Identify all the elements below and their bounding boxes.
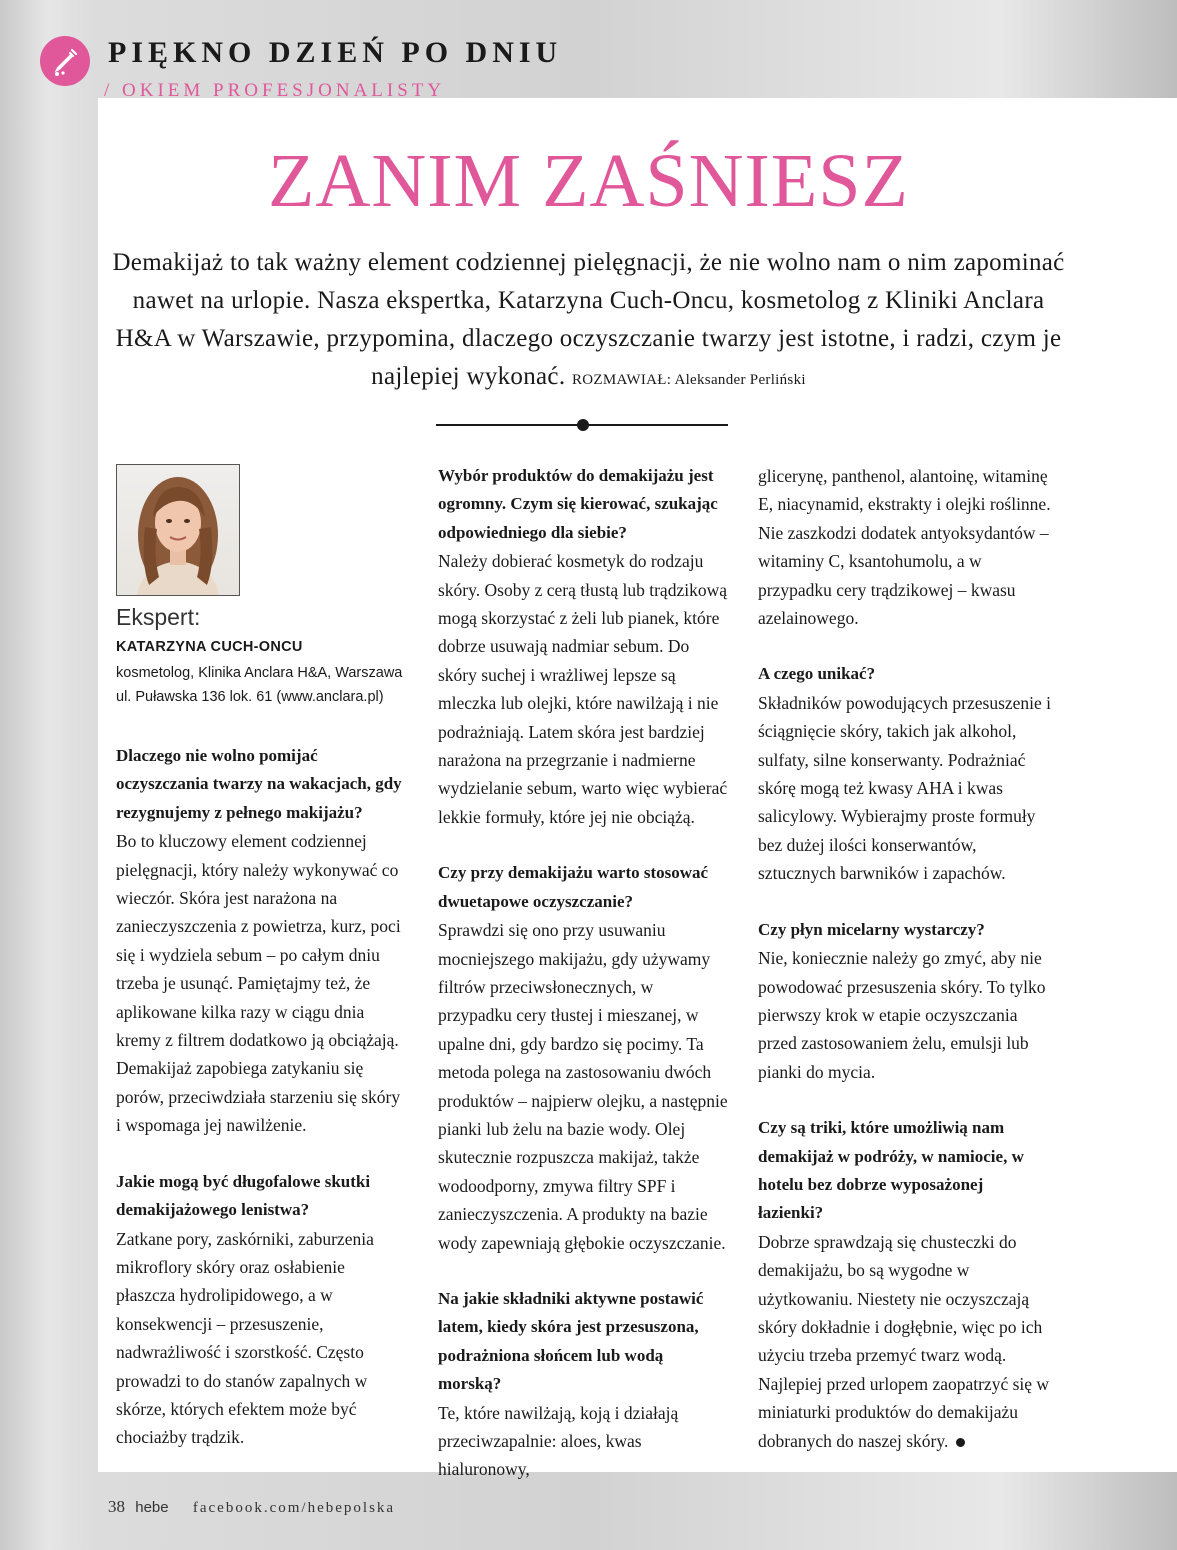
dropper-icon	[40, 36, 90, 86]
answer: glicerynę, panthenol, alantoinę, witaminę E, niacynamid, ekstrakty i olejki roślinne. Nie zaszkodzi dodatek antyoksydantów – witaminy C, ksantohumolu, a w przypadku cery trądzikowej – kwasu azelainowego.	[758, 466, 1051, 629]
answer: Składników powodujących przesuszenie i ściągnięcie skóry, takich jak alkohol, sulfaty, silne konserwanty. Podrażniać skórę mogą też kwasy AHA i kwas salicylowy. Wybierajmy proste formuły bez dużej ilości konserwantów, sztucznych barwników i zapachów.	[758, 692, 1052, 884]
answer: Te, które nawilżają, koją i działają przeciwzapalnie: aloes, kwas hialuronowy,	[438, 1402, 679, 1480]
expert-name: KATARZYNA CUCH-ONCU	[116, 639, 303, 655]
expert-photo	[116, 464, 240, 596]
question: A czego unikać?	[758, 664, 876, 684]
divider-dot	[577, 419, 589, 431]
answer: Sprawdzi się ono przy usuwaniu mocniejszego makijażu, gdy używamy filtrów przeciwsłonecznych, w przypadku cery tłustej i mieszanej, w upalne dni, gdy bardzo się pocimy. Ta metoda polega na zastosowaniu dwóch produktów – najpierw olejku, a następnie pianki lub żelu na bazie wody. Olej skutecznie rozpuszcza makijaż, także wodoodporny, zmywa filtry SPF i zanieczyszczenia. A produkty na bazie wody zapewniają głębokie oczyszczanie.	[438, 920, 728, 1253]
byline: ROZMAWIAŁ: Aleksander Perliński	[571, 372, 806, 388]
expert-description	[116, 661, 416, 709]
social-link[interactable]: facebook.com/hebepolska	[192, 1500, 396, 1516]
column-2	[438, 462, 730, 1484]
section-title: PIĘKNO DZIEŃ PO DNIU	[108, 36, 563, 69]
question: Czy płyn micelarny wystarczy?	[758, 919, 985, 939]
article-lead	[110, 244, 1067, 399]
expert-address: ul. Puławska 136 lok. 61 (www.anclara.pl)	[116, 689, 384, 705]
question: Czy przy demakijażu warto stosować dwuetapowe oczyszczanie?	[438, 863, 709, 911]
page-number: 38	[108, 1497, 125, 1516]
section-subtitle: / OKIEM PROFESJONALISTY	[104, 80, 446, 101]
expert-label: Ekspert:	[116, 604, 201, 630]
answer	[758, 1228, 1052, 1455]
question: Czy są triki, które umożliwią nam demakijaż w podróży, w namiocie, w hotelu bez dobrze wyposażonej łazienki?	[758, 1118, 1024, 1223]
lead-text: Demakijaż to tak ważny element codziennej pielęgnacji, że nie wolno nam o nim zapominać nawet na urlopie. Nasza ekspertka, Katarzyna Cuch-Oncu, kosmetolog z Kliniki Anclara H&A w Warszawie, przypomina, dlaczego oczyszczanie twarzy jest istotne, i radzi, czym je najlepiej wykonać.	[112, 249, 1065, 390]
brand-name: hebe	[135, 1499, 169, 1516]
question: Wybór produktów do demakijażu jest ogromny. Czym się kierować, szukając odpowiedniego dla siebie?	[438, 466, 718, 542]
column-1	[116, 742, 408, 1452]
page-footer	[108, 1497, 395, 1517]
question: Jakie mogą być długofalowe skutki demakijażowego lenistwa?	[116, 1171, 371, 1220]
answer: Bo to kluczowy element codziennej pielęgnacji, który należy wykonywać co wieczór. Skóra jest narażona na zanieczyszczenia z powietrza, kurz, poci się i wydziela sebum – po całym dniu trzeba je usunąć. Pamiętajmy też, że aplikowane kilka razy w ciągu dnia kremy z filtrem dodatkowo ją obciążają. Demakijaż zapobiega zatykaniu się porów, przeciwdziała starzeniu się skóry i wspomaga jej nawilżenie.	[116, 831, 401, 1136]
answer: Nie, koniecznie należy go zmyć, aby nie powodować przesuszenia skóry. To tylko pierwszy krok w etapie oczyszczania przed zastosowaniem żelu, emulsji lub pianki do mycia.	[758, 948, 1046, 1082]
question: Dlaczego nie wolno pomijać oczyszczania twarzy na wakacjach, gdy rezygnujemy z pełnego makijażu?	[116, 746, 402, 822]
question: Na jakie składniki aktywne postawić latem, kiedy skóra jest przesuszona, podrażniona słońcem lub wodą morską?	[438, 1288, 704, 1394]
answer: Zatkane pory, zaskórniki, zaburzenia mikroflory skóry oraz osłabienie płaszcza hydrolipidowego, a w konsekwencji – przesuszenie, nadwrażliwość i szorstkość. Często prowadzi to do stanów zapalnych w skórze, których efektem może być chociażby trądzik.	[116, 1228, 374, 1448]
column-3	[758, 462, 1052, 1455]
expert-role: kosmetolog, Klinika Anclara H&A, Warszawa	[116, 665, 403, 681]
answer: Należy dobierać kosmetyk do rodzaju skóry. Osoby z cerą tłustą lub trądzikową mogą skorzystać z żeli lub pianek, które dobrze usuwają nadmiar sebum. Do skóry suchej i wrażliwej lepsze są mleczka lub olejki, które nawilżają i nie podrażniają. Latem skóra jest bardziej narażona na przegrzanie i nadmierne wydzielanie sebum, warto więc wybierać lekkie formuły, które jej nie obciążą.	[438, 551, 728, 827]
article-title: ZANIM ZAŚNIESZ	[268, 139, 909, 223]
end-mark	[956, 1438, 965, 1447]
answer-text: Dobrze sprawdzają się chusteczki do demakijażu, bo są wygodne w użytkowaniu. Niestety nie oczyszczają skóry dokładnie i dogłębnie, więc po ich użyciu trzeba przemyć twarz wodą. Najlepiej przed urlopem zaopatrzyć się w miniaturki produktów do demakijażu dobranych do naszej skóry.	[758, 1231, 1050, 1451]
